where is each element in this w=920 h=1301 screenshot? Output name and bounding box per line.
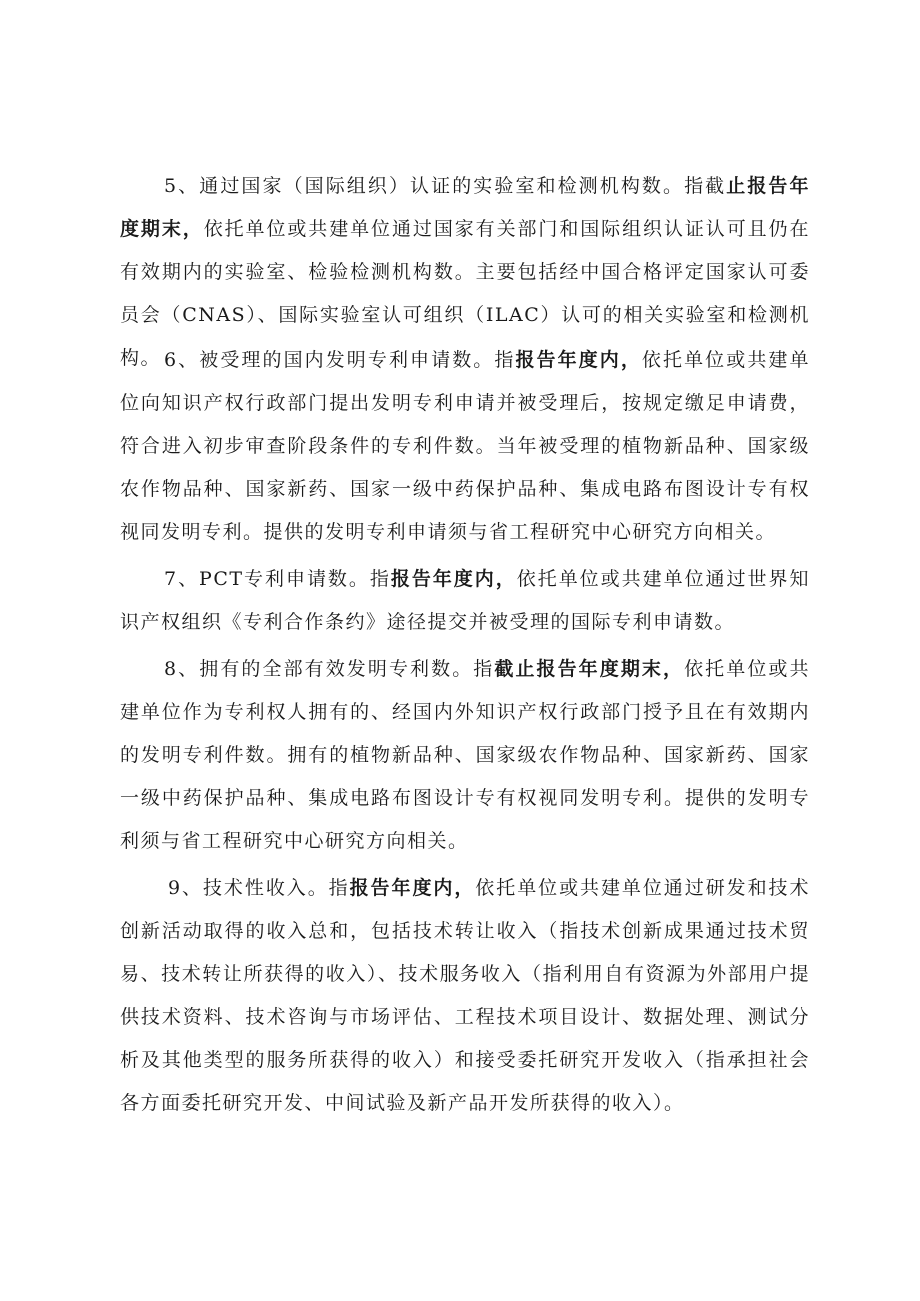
paragraph-emphasis: 报告年度内， <box>515 349 642 371</box>
paragraph-emphasis: 截止报告年度期末， <box>494 658 685 680</box>
paragraph-body: 依托单位或共建单位通过国家有关部门和国际组织认证认可且仍在有效期内的实验室、检验检测机构数。主要包括经中国合格评定国家认可委员会（CNAS）、国际实验室认可组织（ILAC）认可的相关实验室和检测机构。 <box>120 218 810 369</box>
paragraph-body: 依托单位或共建单位通过世界知识产权组织《专利合作条约》途径提交并被受理的国际专利申请数。 <box>120 568 810 633</box>
paragraph-emphasis: 报告年度内， <box>349 877 476 899</box>
paragraph-item-9 <box>120 867 810 1125</box>
paragraph-body: 依托单位或共建单位作为专利权人拥有的、经国内外知识产权行政部门授予且在有效期内的发明专利件数。拥有的植物新品种、国家级农作物品种、国家新药、国家一级中药保护品种、集成电路布图设计专有权视同发明专利。提供的发明专利须与省工程研究中心研究方向相关。 <box>120 658 810 852</box>
paragraph-lead: 7、PCT专利申请数。指 <box>164 568 391 590</box>
paragraph-lead: 9、技术性收入。指 <box>168 877 350 899</box>
paragraph-item-7 <box>120 558 810 644</box>
paragraph-lead: 5、通过国家（国际组织）认证的实验室和检测机构数。指截 <box>164 175 727 197</box>
paragraph-item-6 <box>120 339 810 554</box>
paragraph-item-8 <box>120 648 810 863</box>
paragraph-body: 依托单位或共建单位向知识产权行政部门提出发明专利申请并被受理后，按规定缴足申请费，符合进入初步审查阶段条件的专利件数。当年被受理的植物新品种、国家级农作物品种、国家新药、国家一级中药保护品种、集成电路布图设计专有权视同发明专利。提供的发明专利申请须与省工程研究中心研究方向相关。 <box>120 349 810 543</box>
paragraph-lead: 6、被受理的国内发明专利申请数。指 <box>164 349 516 371</box>
paragraph-emphasis: 止报告年度期末， <box>120 175 810 240</box>
paragraph-emphasis: 报告年度内， <box>390 568 517 590</box>
paragraph-lead: 8、拥有的全部有效发明专利数。指 <box>164 658 495 680</box>
paragraph-body: 依托单位或共建单位通过研发和技术创新活动取得的收入总和，包括技术转让收入（指技术创新成果通过技术贸易、技术转让所获得的收入）、技术服务收入（指利用自有资源为外部用户提供技术资料、技术咨询与市场评估、工程技术项目设计、数据处理、测试分析及其他类型的服务所获得的收入）和接受委托研究开发收入（指承担社会各方面委托研究开发、中间试验及新产品开发所获得的收入）。 <box>120 877 810 1114</box>
